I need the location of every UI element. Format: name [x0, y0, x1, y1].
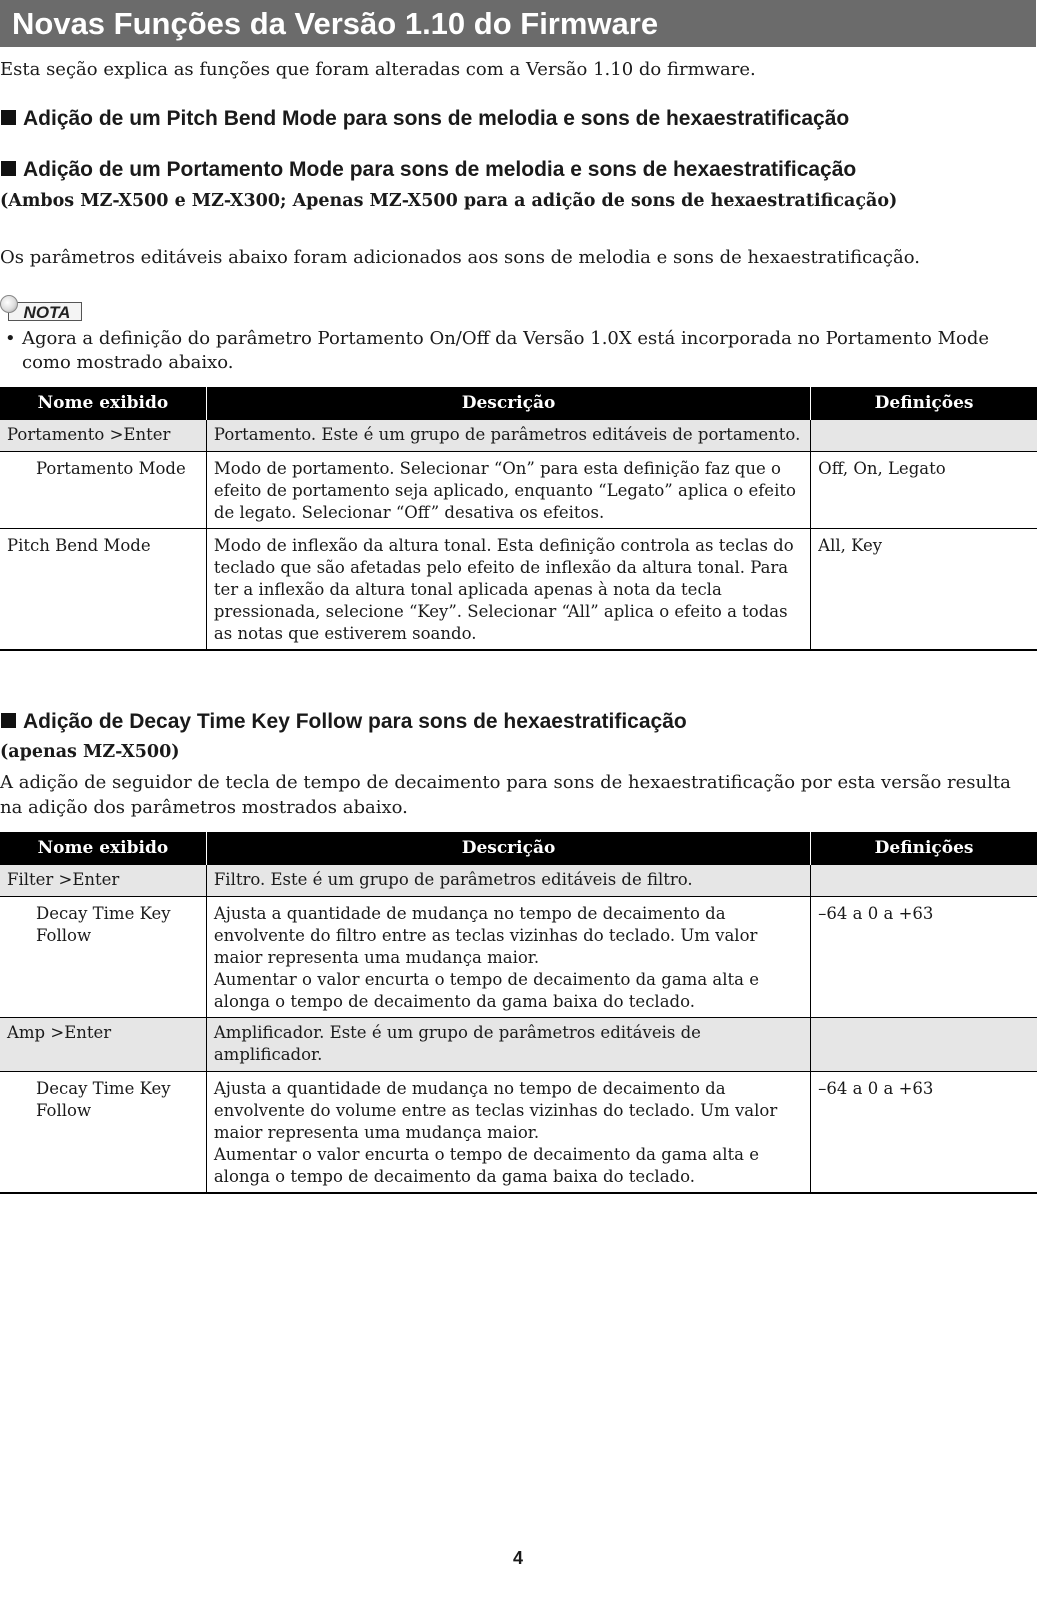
col-header-name: Nome exibido — [0, 387, 206, 420]
cell-name: Decay Time Key Follow — [0, 897, 206, 1018]
col-header-settings: Definições — [811, 832, 1037, 865]
cell-description: Modo de portamento. Selecionar “On” para esta definição faz que o efeito de portamento seja aplicado, enquanto “Legato” aplica o efeito de legato. Selecionar “Off” desativa os efeitos. — [206, 452, 810, 529]
note-text: Agora a definição do parâmetro Portamento On/Off da Versão 1.0X está incorporada no Portamento Mode como mostrado abaixo. — [22, 328, 990, 373]
decay-table — [0, 832, 1037, 1194]
cell-settings — [811, 865, 1037, 897]
cell-settings: All, Key — [811, 529, 1037, 651]
table-header-row — [0, 387, 1037, 420]
cell-settings — [811, 420, 1037, 452]
square-bullet-icon — [1, 110, 16, 125]
col-header-settings: Definições — [811, 387, 1037, 420]
col-header-description: Descrição — [206, 832, 810, 865]
cell-description-line1: Ajusta a quantidade de mudança no tempo de decaimento da envolvente do volume entre as teclas vizinhas do teclado. Um valor maior representa uma mudança maior. — [213, 1079, 778, 1142]
cell-description: Portamento. Este é um grupo de parâmetros editáveis de portamento. — [206, 420, 810, 452]
section3-subheading: (apenas MZ-X500) — [0, 742, 180, 762]
cell-name: Filter >Enter — [0, 865, 206, 897]
page-number: 4 — [512, 1548, 523, 1568]
section2-heading — [0, 157, 856, 183]
table-row — [0, 865, 1037, 897]
cell-description — [206, 1072, 810, 1194]
cell-settings: Off, On, Legato — [811, 452, 1037, 529]
square-bullet-icon — [1, 161, 16, 176]
cell-name: Amp >Enter — [0, 1018, 206, 1072]
intro-paragraph: Esta seção explica as funções que foram alteradas com a Versão 1.10 do firmware. — [0, 59, 756, 80]
page-title: Novas Funções da Versão 1.10 do Firmware — [0, 0, 1036, 47]
cell-description: Filtro. Este é um grupo de parâmetros editáveis de filtro. — [206, 865, 810, 897]
section3-paragraph: A adição de seguidor de tecla de tempo de decaimento para sons de hexaestratificação por esta versão resulta na adição dos parâmetros mostrados abaixo. — [0, 772, 1011, 818]
table-row — [0, 1018, 1037, 1072]
section2-heading-text: Adição de um Portamento Mode para sons de melodia e sons de hexaestratificação — [23, 158, 857, 181]
table-row — [0, 897, 1037, 1018]
cell-description: Modo de inflexão da altura tonal. Esta definição controla as teclas do teclado que são afetadas pelo efeito de inflexão da altura tonal. Para ter a inflexão da altura tonal aplicada apenas à nota da tecla pressionada, selecione “Key”. Selecionar “All” aplica o efeito a todas as notas que estiverem soando. — [206, 529, 810, 651]
cell-name: Portamento >Enter — [0, 420, 206, 452]
section1-heading — [0, 106, 849, 132]
section3-heading-text: Adição de Decay Time Key Follow para sons de hexaestratificação — [23, 710, 687, 733]
cell-description-line1: Ajusta a quantidade de mudança no tempo de decaimento da envolvente do filtro entre as teclas vizinhas do teclado. Um valor maior representa uma mudança maior. — [213, 904, 758, 967]
col-header-description: Descrição — [206, 387, 810, 420]
table-header-row — [0, 832, 1037, 865]
cell-description-line2: Aumentar o valor encurta o tempo de decaimento da gama alta e alonga o tempo de decaimento da gama baixa do teclado. — [213, 970, 759, 1011]
section2-subheading: (Ambos MZ-X500 e MZ-X300; Apenas MZ-X500 para a adição de sons de hexaestratificação) — [0, 191, 898, 211]
cell-name: Pitch Bend Mode — [0, 529, 206, 651]
note-badge — [0, 295, 90, 325]
cell-settings: –64 a 0 a +63 — [811, 1072, 1037, 1194]
table-row — [0, 420, 1037, 452]
cell-description: Amplificador. Este é um grupo de parâmetros editáveis de amplificador. — [206, 1018, 810, 1072]
section2-paragraph: Os parâmetros editáveis abaixo foram adicionados aos sons de melodia e sons de hexaestratificação. — [0, 247, 920, 268]
table-row — [0, 452, 1037, 529]
note-item — [0, 327, 1036, 375]
cell-settings — [811, 1018, 1037, 1072]
section3-heading — [0, 709, 687, 735]
bullet-dot: • — [5, 328, 16, 349]
lightbulb-icon — [0, 295, 18, 313]
note-label: NOTA — [8, 302, 82, 321]
cell-settings: –64 a 0 a +63 — [811, 897, 1037, 1018]
col-header-name: Nome exibido — [0, 832, 206, 865]
cell-description-line2: Aumentar o valor encurta o tempo de decaimento da gama alta e alonga o tempo de decaimento da gama baixa do teclado. — [213, 1145, 759, 1186]
portamento-table — [0, 387, 1037, 651]
table-row — [0, 1072, 1037, 1194]
table-row — [0, 529, 1037, 651]
cell-name: Portamento Mode — [0, 452, 206, 529]
cell-name: Decay Time Key Follow — [0, 1072, 206, 1194]
cell-description — [206, 897, 810, 1018]
section1-heading-text: Adição de um Pitch Bend Mode para sons de melodia e sons de hexaestratificação — [23, 107, 850, 130]
square-bullet-icon — [1, 713, 16, 728]
